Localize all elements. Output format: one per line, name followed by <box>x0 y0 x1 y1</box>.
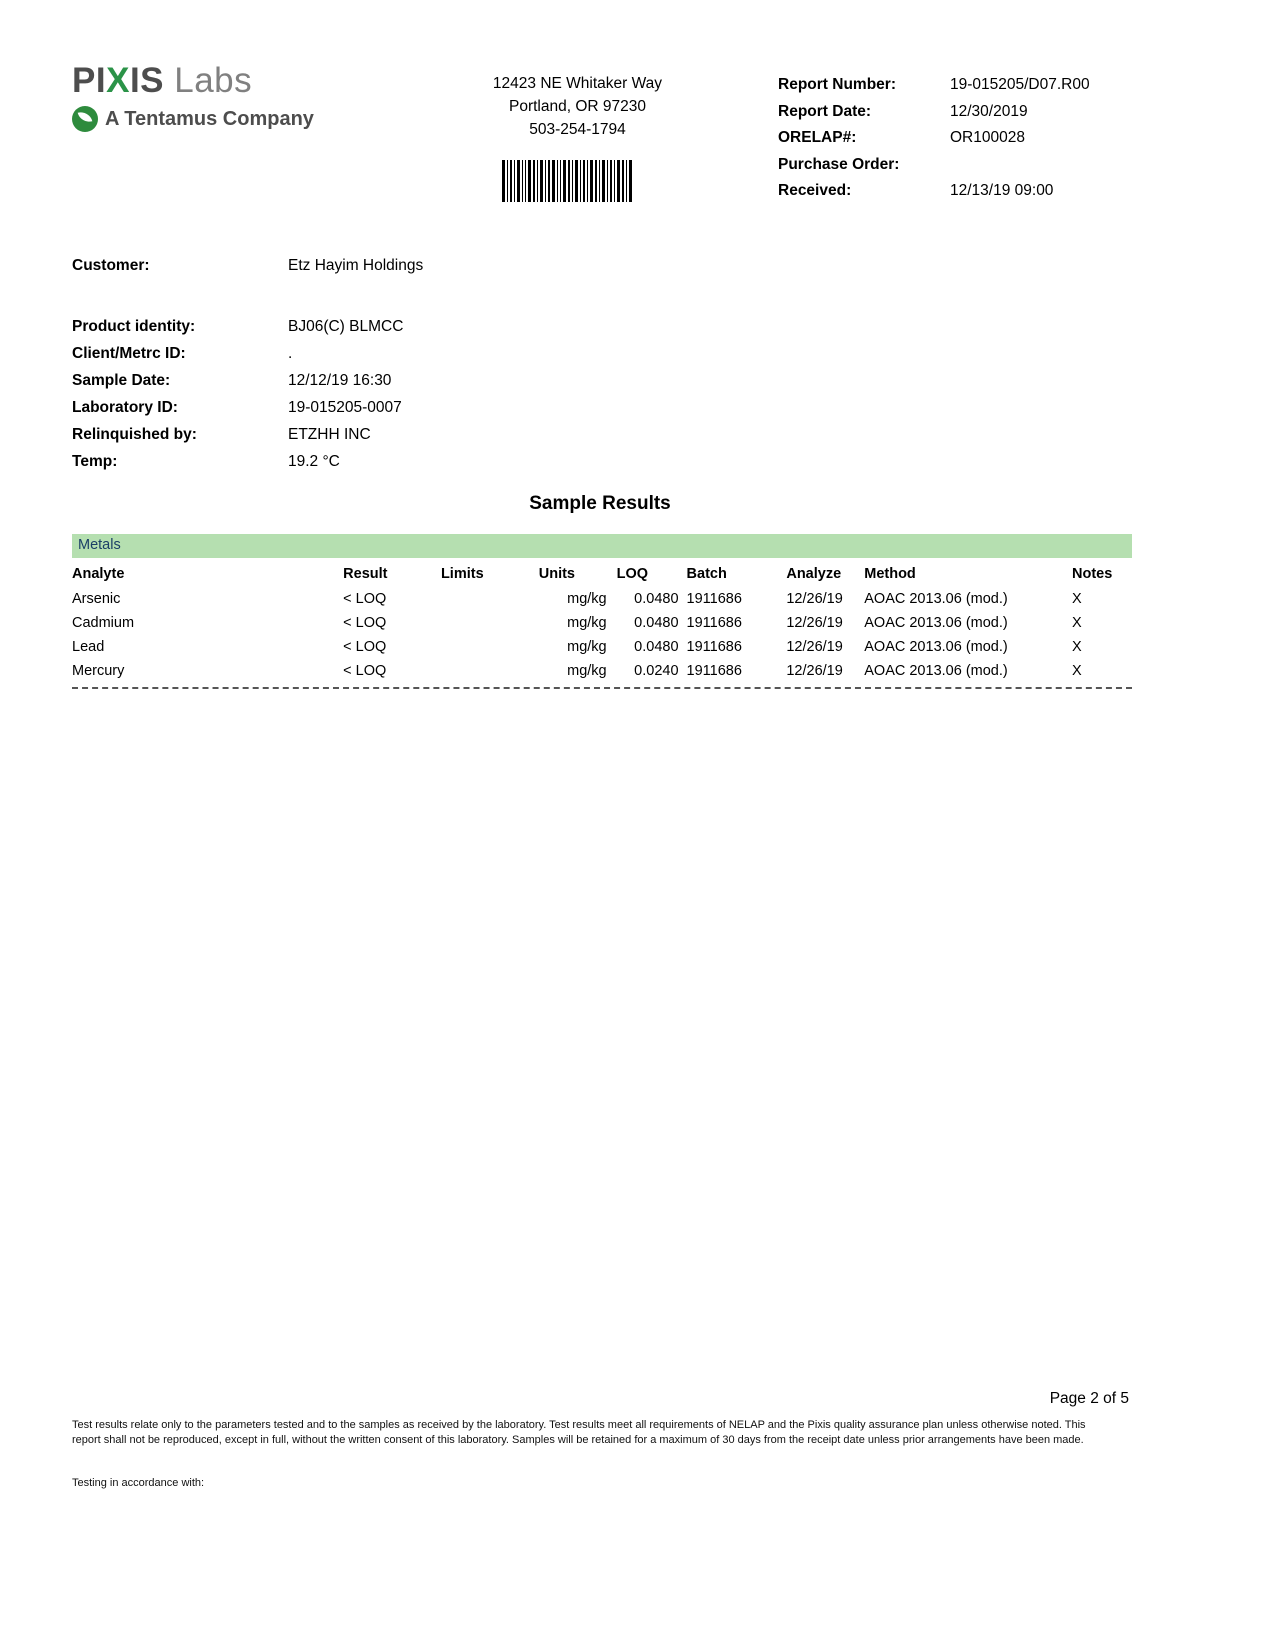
cell-loq: 0.0480 <box>634 591 679 607</box>
meta-label-purchase-order: Purchase Order: <box>778 155 900 173</box>
address-line-2: Portland, OR 97230 <box>508 98 646 115</box>
sample-info-section <box>72 313 403 475</box>
cell-analyze: 12/26/19 <box>786 663 843 679</box>
table-row <box>72 587 1132 611</box>
cell-analyte: Mercury <box>72 663 125 679</box>
customer-label: Customer: <box>72 257 150 274</box>
meta-value-report-date: 12/30/2019 <box>950 102 1028 120</box>
column-header-analyze: Analyze <box>786 566 842 582</box>
address-line-1: 12423 NE Whitaker Way <box>492 75 663 92</box>
meta-label-report-date: Report Date: <box>778 102 872 120</box>
cell-method: AOAC 2013.06 (mod.) <box>864 639 1008 655</box>
label-product-identity: Product identity: <box>72 318 196 335</box>
cell-limits <box>441 659 539 683</box>
meta-label-orelap: ORELAP#: <box>778 129 857 146</box>
cell-limits <box>441 611 539 635</box>
cell-analyze: 12/26/19 <box>786 615 843 631</box>
cell-units: mg/kg <box>567 591 607 607</box>
value-sample-date: 12/12/19 16:30 <box>288 372 392 389</box>
cell-notes: X <box>1071 591 1082 607</box>
cell-analyte: Cadmium <box>72 615 135 631</box>
value-product-identity: BJ06(C) BLMCC <box>288 318 404 335</box>
meta-value-received: 12/13/19 09:00 <box>950 182 1054 199</box>
cell-notes: X <box>1071 663 1082 679</box>
column-header-limits: Limits <box>440 566 484 582</box>
column-header-batch: Batch <box>686 566 727 582</box>
cell-method: AOAC 2013.06 (mod.) <box>864 663 1008 679</box>
cell-loq: 0.0480 <box>634 639 679 655</box>
report-meta <box>778 72 1090 205</box>
leaf-icon <box>72 106 98 132</box>
cell-units: mg/kg <box>567 663 607 679</box>
cell-batch: 1911686 <box>686 615 742 631</box>
column-header-result: Result <box>343 566 388 582</box>
lab-address <box>400 72 755 141</box>
cell-units: mg/kg <box>567 639 607 655</box>
info-row-product-identity <box>72 313 403 340</box>
meta-value-report-number: 19-015205/D07.R00 <box>950 76 1090 93</box>
cell-batch: 1911686 <box>686 639 742 655</box>
results-table-head <box>72 558 1132 587</box>
logo-text-pi: PI <box>72 61 107 100</box>
logo-wordmark <box>72 62 372 100</box>
customer-value: Etz Hayim Holdings <box>288 257 424 274</box>
table-row <box>72 659 1132 683</box>
label-laboratory-id: Laboratory ID: <box>72 399 178 416</box>
cell-analyze: 12/26/19 <box>786 591 843 607</box>
cell-loq: 0.0480 <box>634 615 679 631</box>
barcode-icon <box>500 160 634 202</box>
results-table-container <box>72 534 1132 689</box>
logo-text-labs: Labs <box>174 61 253 100</box>
label-temp: Temp: <box>72 453 118 470</box>
column-header-method: Method <box>864 566 916 582</box>
value-relinquished-by: ETZHH INC <box>288 426 371 443</box>
cell-result: < LOQ <box>343 591 387 607</box>
meta-row-report-number <box>778 72 1090 99</box>
cell-analyte: Arsenic <box>72 591 121 607</box>
info-row-temp <box>72 448 403 475</box>
report-header <box>0 0 1275 235</box>
cell-result: < LOQ <box>343 663 387 679</box>
results-table-body <box>72 587 1132 683</box>
label-relinquished-by: Relinquished by: <box>72 426 197 443</box>
section-title-sample-results: Sample Results <box>529 493 671 514</box>
column-header-analyte: Analyte <box>72 566 125 582</box>
meta-row-orelap <box>778 125 1090 152</box>
meta-label-received: Received: <box>778 182 852 199</box>
info-row-relinquished-by <box>72 421 403 448</box>
value-laboratory-id: 19-015205-0007 <box>288 399 402 416</box>
cell-notes: X <box>1071 639 1082 655</box>
cell-analyze: 12/26/19 <box>786 639 843 655</box>
column-header-units: Units <box>538 566 575 582</box>
logo-tagline: A Tentamus Company <box>105 107 314 130</box>
label-client-metrc-id: Client/Metrc ID: <box>72 345 186 362</box>
results-table <box>72 558 1132 683</box>
customer-row <box>72 252 423 279</box>
label-sample-date: Sample Date: <box>72 372 171 389</box>
page-number: Page 2 of 5 <box>1049 1390 1129 1407</box>
meta-row-received <box>778 178 1090 205</box>
table-row <box>72 611 1132 635</box>
table-row <box>72 635 1132 659</box>
results-header-row <box>72 558 1132 587</box>
info-row-client-metrc-id <box>72 340 403 367</box>
meta-label-report-number: Report Number: <box>778 76 896 93</box>
testing-accordance-note: Testing in accordance with: <box>72 1477 205 1489</box>
cell-limits <box>441 635 539 659</box>
cell-batch: 1911686 <box>686 663 742 679</box>
logo-text-x: X <box>106 61 130 100</box>
column-header-loq: LOQ <box>616 566 649 582</box>
disclaimer-text: Test results relate only to the parameters tested and to the samples as received by the laboratory. Test results meet all requirements of NELAP and the Pixis quality assurance plan unless otherwise noted. This report shall not be reproduced, except in full, without the written consent of this laboratory. Samples will be retained for a maximum of 30 days from the receipt date unless prior arrangements have been made. <box>72 1419 1086 1446</box>
pixis-labs-logo <box>72 62 372 132</box>
cell-loq: 0.0240 <box>634 663 679 679</box>
cell-result: < LOQ <box>343 639 387 655</box>
logo-tagline-row <box>72 106 372 132</box>
cell-method: AOAC 2013.06 (mod.) <box>864 591 1008 607</box>
meta-row-report-date <box>778 99 1090 126</box>
cell-result: < LOQ <box>343 615 387 631</box>
logo-text-is: IS <box>129 61 165 100</box>
address-phone: 503-254-1794 <box>529 121 626 138</box>
meta-row-purchase-order <box>778 152 1090 179</box>
value-temp: 19.2 °C <box>288 453 340 470</box>
column-header-notes: Notes <box>1071 566 1113 582</box>
category-header-metals: Metals <box>72 534 1132 558</box>
table-bottom-divider <box>72 687 1132 689</box>
cell-analyte: Lead <box>72 639 105 655</box>
cell-method: AOAC 2013.06 (mod.) <box>864 615 1008 631</box>
customer-section <box>72 252 423 279</box>
cell-batch: 1911686 <box>686 591 742 607</box>
value-client-metrc-id: . <box>288 345 293 362</box>
cell-units: mg/kg <box>567 615 607 631</box>
meta-value-orelap: OR100028 <box>950 129 1025 146</box>
info-row-laboratory-id <box>72 394 403 421</box>
cell-notes: X <box>1071 615 1082 631</box>
cell-limits <box>441 587 539 611</box>
info-row-sample-date <box>72 367 403 394</box>
